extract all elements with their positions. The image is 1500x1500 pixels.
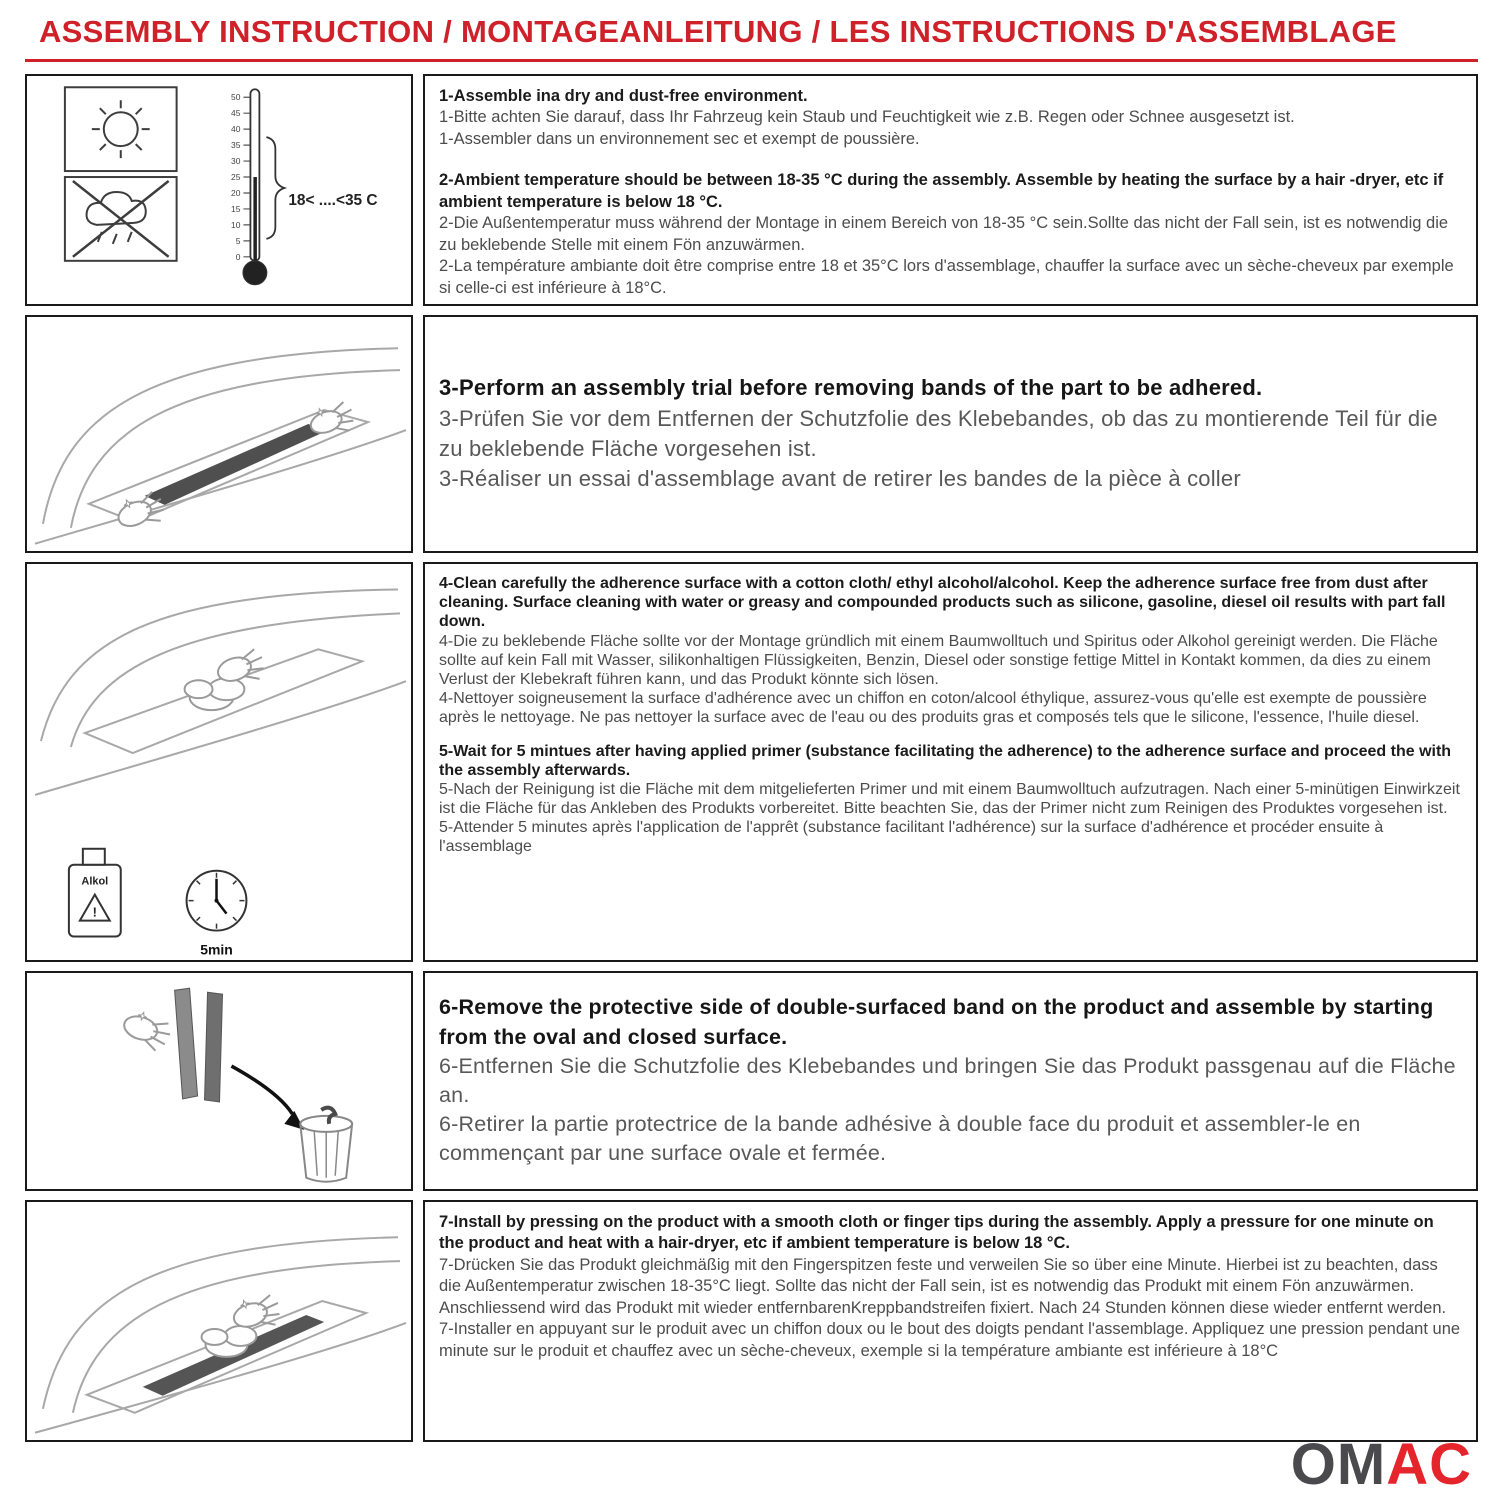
step2-fr: 2-La température ambiante doit être comprise entre 18 et 35°C lors d'assemblage, chauffer la surface avec un sèche-cheveux par exemple si celle-ci est inférieure à 18°C. [439,257,1454,297]
therm-tick: 45 [231,108,241,119]
step7-en: 7-Install by pressing on the product with a smooth cloth or finger tips during the assembly. Apply a pressure for one minute on the product and heat with a hair-dryer, etc if ambient temperature is below 18 °C. [439,1213,1434,1253]
section-row-5 [25,1200,1478,1442]
therm-tick: 5 [235,235,241,246]
range-brace [266,137,284,239]
trash-can-icon [300,1108,352,1182]
cleaning-svg [27,565,411,959]
arrow [231,1066,292,1114]
step5-de: 5-Nach der Reinigung ist die Fläche mit dem mitgelieferten Primer und mit einem Baumwolltuch aufzutragen. Nach einer 5-minütigen Einwirkzeit ist die Fläche für das Ankleben des Produkts vorbereitet. Bitte beachten Sie, das der Primer nicht zum Reinigen des Produktes vorgesehen ist. [439,780,1460,818]
instructions-step-6 [423,971,1478,1191]
warning-mark: ! [92,904,97,920]
step4-en: 4-Clean carefully the adherence surface with a cotton cloth/ ethyl alcohol/alcohol. Keep the adherence surface free from dust after cleaning. Surface cleaning with water or greasy and compounded products such as silicone, gasoline, diesel oil results with part fall down. [439,575,1446,631]
climate-svg [27,77,411,303]
therm-tick: 10 [231,219,241,230]
trial-fit-svg [27,318,411,550]
sun-icon [65,87,177,171]
instructions-steps-4-5 [423,562,1478,962]
step1-en: 1-Assemble ina dry and dust-free environment. [439,87,808,105]
cloth-icon [185,678,245,710]
step4-de: 4-Die zu beklebende Fläche sollte vor der Montage gründlich mit einem Baumwolltuch und Spiritus oder Alkohol gereinigt werden. Die Fläche sollte auf kein Fall mit Wasser, silikonhaltigen Flüssigkeiten, Benzin, Diesel oder sonstige fettige Mittel in Kontakt kommen, da dies zu einem Verlust der Klebekraft führen kann, und das Produkt könnte sich lösen. [439,632,1438,688]
logo-text-red: AC [1386,1432,1472,1497]
therm-tick: 40 [231,124,241,135]
door-sill-sketch [35,348,406,543]
cleaning-illustration [25,562,413,962]
trial-fit-illustration [25,315,413,553]
therm-tick: 35 [231,140,241,151]
climate-illustration [25,74,413,306]
step1-de: 1-Bitte achten Sie darauf, dass Ihr Fahrzeug kein Staub und Feuchtigkeit wie z.B. Regen oder Schnee ausgesetzt ist. [439,108,1295,127]
section-row-3 [25,562,1478,962]
press-install-illustration [25,1200,413,1442]
alcohol-bottle-icon [69,849,121,937]
clock-label: 5min [200,941,233,958]
step6-en: 6-Remove the protective side of double-surfaced band on the product and assemble by starting from the oval and closed surface. [439,995,1434,1049]
therm-tick: 15 [231,203,241,214]
instructions-step-7 [423,1200,1478,1442]
section-row-2 [25,315,1478,553]
therm-tick: 25 [231,172,241,183]
press-install-svg [27,1203,411,1439]
temp-range-label: 18< ....<35 C [288,191,378,209]
instructions-step-3 [423,315,1478,553]
step4-fr: 4-Nettoyer soigneusement la surface d'adhérence avec un chiffon en coton/alcool éthylique, assurez-vous qu'elle est exempte de poussière après le nettoyage. Ne pas nettoyer la surface avec de l'eau ou des produits gras et composés tels que le silicone, l'essence, l'huile diesel. [439,690,1427,727]
step5-en: 5-Wait for 5 mintues after having applied primer (substance facilitating the adherence) to the adherence surface and proceed the with the assembly afterwards. [439,742,1452,779]
page-title: ASSEMBLY INSTRUCTION / MONTAGEANLEITUNG / LES INSTRUCTIONS D'ASSEMBLAGE [39,14,1397,49]
therm-tick: 30 [231,156,241,167]
protective-band-1 [175,988,198,1099]
section-row-4 [25,971,1478,1191]
bottle-label: Alkol [81,875,109,888]
step6-de: 6-Entfernen Sie die Schutzfolie des Klebebandes und bringen Sie das Produkt passgenau auf die Fläche an. [439,1053,1456,1107]
step2-de: 2-Die Außentemperatur muss während der Montage in einem Bereich von 18-35 °C sein.Sollte das nicht der Fall sein, ist es notwendig die zu beklebende Stelle mit einem Fön anzuwärmen. [439,214,1449,254]
therm-tick: 0 [235,251,241,262]
step7-fr: 7-Installer en appuyant sur le produit avec un chiffon doux ou le bout des doigts pendant l'assemblage. Appliquez une pression pendant une minute sur le produit et chauffez avec un sèche-cheveux, exemple si la température ambiante est inférieure à 18°C [439,1320,1461,1360]
section-row-1 [25,74,1478,306]
omac-logo [1290,1432,1472,1497]
step3-fr: 3-Réaliser un essai d'assemblage avant de retirer les bandes de la pièce à coller [439,466,1241,492]
step3-de: 3-Prüfen Sie vor dem Entfernen der Schutzfolie des Klebebandes, ob das zu montierende Teil für die zu beklebende Fläche vorgesehen ist. [439,405,1438,461]
step7-de: 7-Drücken Sie das Produkt gleichmäßig mit den Fingerspitzen feste und verweilen Sie so über eine Minute. Hierbei ist zu beachten, dass die Außentemperatur zwischen 18-35°C liegt. Sollte das nicht der Fall sein, ist es notwendig das Produkt mit einem Fön anzuwärmen. Anschliessend wird das Produkt mit wieder entfernbarenKreppbandstreifen fixiert. Nach 24 Stunden können diese wieder entfernt werden. [439,1255,1447,1317]
step2-en: 2-Ambient temperature should be between 18-35 °C during the assembly. Assemble by heating the surface by a hair -dryer, etc if ambient temperature is below 18 °C. [439,171,1444,211]
step3-en: 3-Perform an assembly trial before removing bands of the part to be adhered. [439,375,1263,401]
step5-fr: 5-Attender 5 minutes après l'application de l'apprêt (substance facilitant l'adhérence) sur la surface d'adhérence et procéder ensuite à l'assemblage [439,819,1384,856]
logo-text-dark: OM [1290,1432,1387,1497]
band-removal-svg [27,974,411,1188]
step6-fr: 6-Retirer la partie protectrice de la bande adhésive à double face du produit et assembler-le en commençant par une surface ovale et fermée. [439,1112,1361,1166]
protective-band-2 [205,992,223,1102]
clock-icon [187,871,247,958]
trim-strip [145,424,327,505]
instructions-steps-1-2 [423,74,1478,306]
hand-icon [119,1008,174,1054]
no-rain-icon [65,177,177,261]
title-divider [25,59,1478,62]
step1-fr: 1-Assembler dans un environnement sec et exempt de poussière. [439,129,920,148]
band-removal-illustration [25,971,413,1191]
therm-tick: 50 [231,92,241,103]
thermometer-icon [231,89,378,284]
therm-tick: 20 [231,187,241,198]
